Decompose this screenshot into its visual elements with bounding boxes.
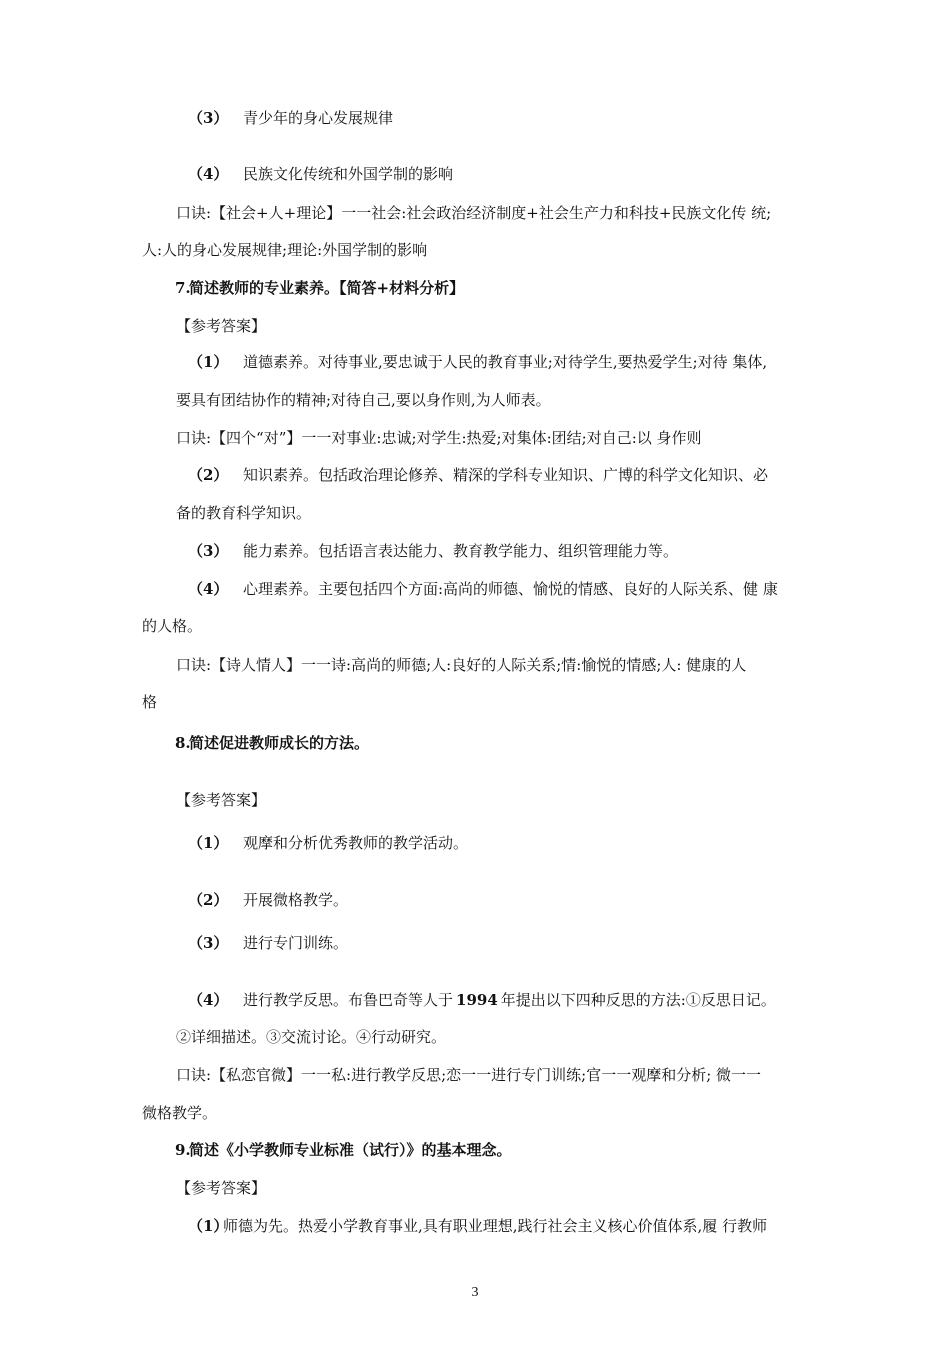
text-line: ②详细描述。③交流讨论。④行动研究。 <box>176 1028 447 1046</box>
text-line: 能力素养。包括语言表达能力、教育教学能力、组织管理能力等。 <box>243 542 679 560</box>
text-line: 道德素养。对待事业,要忠诚于人民的教育事业;对待学生,要热爱学生;对待 集体, <box>243 353 768 371</box>
question-title: 简述教师的专业素养。【简答+材料分析】 <box>189 279 465 297</box>
text-line: 格 <box>142 693 158 711</box>
item-number: （3） <box>188 542 229 560</box>
text-line <box>243 990 776 1010</box>
text-line: 观摩和分析优秀教师的教学活动。 <box>243 834 469 852</box>
question-number: 8. <box>175 734 191 752</box>
answer-header: 【参考答案】 <box>176 1179 267 1197</box>
text-line: 开展微格教学。 <box>243 891 349 909</box>
text-line: 进行专门训练。 <box>243 934 349 952</box>
mnemonic-line: 口诀:【四个“对”】一一对事业:忠诚;对学生:热爱;对集体:团结;对自己:以 身作则 <box>176 429 702 447</box>
item-number: （4） <box>188 165 229 183</box>
text-line: 青少年的身心发展规律 <box>243 109 394 127</box>
year-value: 1994 <box>456 991 498 1009</box>
question-number: 7. <box>175 279 191 297</box>
item-number: （3） <box>188 109 229 127</box>
item-number: （2） <box>188 891 229 909</box>
item-number: （1） <box>188 834 229 852</box>
item-number: （3） <box>188 934 229 952</box>
question-title: 简述《小学教师专业标准（试行）》的基本理念。 <box>189 1141 512 1159</box>
answer-header: 【参考答案】 <box>176 317 267 335</box>
text-segment: 进行教学反思。布鲁巴奇等人于 <box>243 991 454 1009</box>
item-number: （4） <box>188 580 229 598</box>
text-line: 的人格。 <box>142 617 203 635</box>
text-line: 微格教学。 <box>142 1104 218 1122</box>
mnemonic-line: 口诀:【诗人情人】一一诗:高尚的师德;人:良好的人际关系;情:愉悦的情感;人: 健康的人 <box>176 656 747 674</box>
text-line: 人:人的身心发展规律;理论:外国学制的影响 <box>142 241 428 259</box>
text-line: 备的教育科学知识。 <box>176 504 312 522</box>
text-line: 民族文化传统和外国学制的影响 <box>243 165 454 183</box>
text-line: 心理素养。主要包括四个方面:高尚的师德、愉悦的情感、良好的人际关系、健 康 <box>243 580 778 598</box>
answer-header: 【参考答案】 <box>176 791 267 809</box>
page-number: 3 <box>471 1285 479 1300</box>
mnemonic-line: 口诀:【社会+人+理论】一一社会:社会政治经济制度+社会生产力和科技+民族文化传 统; <box>176 204 772 222</box>
text-segment: 年提出以下四种反思的方法:①反思日记。 <box>500 991 776 1009</box>
item-number: （2） <box>188 466 229 484</box>
item-number: （1） <box>188 1217 229 1235</box>
text-line: 要具有团结协作的精神;对待自己,要以身作则,为人师表。 <box>176 391 551 409</box>
item-number: （4） <box>188 991 229 1009</box>
item-number: （1） <box>188 353 229 371</box>
text-line: 知识素养。包括政治理论修养、精深的学科专业知识、广博的科学文化知识、必 <box>243 466 769 484</box>
question-number: 9. <box>175 1141 191 1159</box>
question-title: 简述促进教师成长的方法。 <box>189 734 370 752</box>
text-line: 师德为先。热爱小学教育事业,具有职业理想,践行社会主义核心价值体系,履 行教师 <box>223 1217 768 1235</box>
mnemonic-line: 口诀:【私恋官微】一一私:进行教学反思;恋一一进行专门训练;官一一观摩和分析; 微一一 <box>176 1066 762 1084</box>
